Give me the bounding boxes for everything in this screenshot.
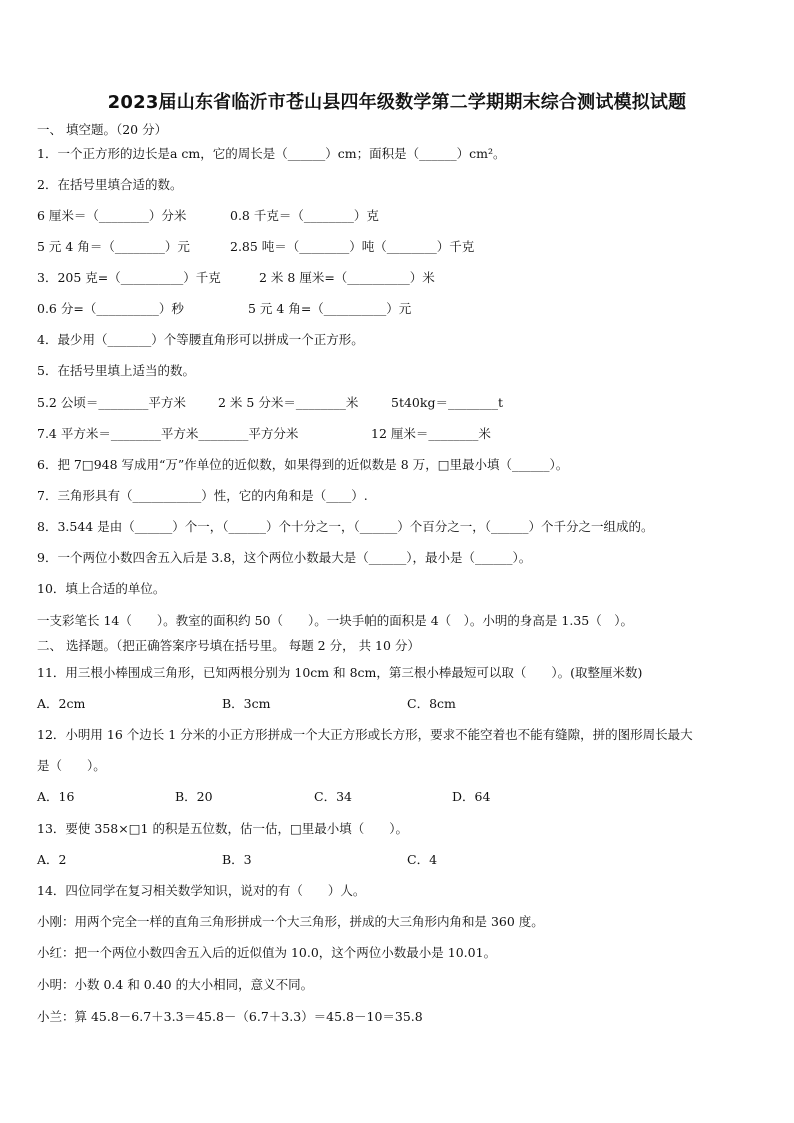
question-3-item-3: 0.6 分=（__________）秒 — [37, 301, 184, 316]
question-3-row-1 — [37, 269, 435, 287]
question-11-options — [37, 695, 456, 713]
question-10-body: 一支彩笔长 14（ ）。教室的面积约 50（ ）。一块手帕的面积是 4（ ）。小明的身高是 1.35（ ）。 — [37, 613, 633, 628]
question-2-item-4: 2.85 吨＝（________）吨（________）千克 — [230, 239, 475, 254]
option-c: C．8cm — [407, 696, 456, 711]
question-14: 14．四位同学在复习相关数学知识，说对的有（ ）人。 — [37, 883, 366, 898]
question-5-item-4: 7.4 平方米＝________平方米________平方分米 — [37, 426, 299, 441]
question-3-row-2 — [37, 300, 412, 318]
option-b: B．20 — [175, 789, 213, 804]
question-13-options — [37, 851, 438, 869]
option-d: D．64 — [452, 789, 491, 804]
question-1: 1．一个正方形的边长是a cm，它的周长是（______）cm；面积是（______）cm²。 — [37, 146, 506, 161]
option-b: B．3cm — [222, 696, 271, 711]
section-heading-fill: 一、 填空题。（20 分） — [37, 122, 168, 137]
option-a: A．2 — [37, 852, 67, 867]
question-2-item-3: 5 元 4 角＝（________）元 — [37, 239, 190, 254]
option-a: A．16 — [37, 789, 75, 804]
question-5: 5．在括号里填上适当的数。 — [37, 363, 195, 378]
question-14-statement-xiaogang: 小刚：用两个完全一样的直角三角形拼成一个大三角形，拼成的大三角形内角和是 360 度。 — [37, 914, 544, 929]
question-8: 8．3.544 是由（______）个一，（______）个十分之一，（______）个百分之一，（______）个千分之一组成的。 — [37, 519, 654, 534]
question-9: 9．一个两位小数四舍五入后是 3.8，这个两位小数最大是（______），最小是（______）。 — [37, 550, 532, 565]
question-12-line-1: 12．小明用 16 个边长 1 分米的小正方形拼成一个大正方形或长方形，要求不能空着也不能有缝隙，拼的图形周长最大 — [37, 727, 693, 742]
question-2-item-2: 0.8 千克＝（________）克 — [230, 208, 379, 223]
question-12-line-2: 是（ ）。 — [37, 758, 106, 773]
question-3-item-2: 2 米 8 厘米=（__________）米 — [259, 270, 435, 285]
question-2-row-2 — [37, 238, 475, 256]
question-5-item-5: 12 厘米＝________米 — [371, 426, 491, 441]
question-5-item-2: 2 米 5 分米＝________米 — [218, 395, 359, 410]
option-c: C．34 — [314, 789, 352, 804]
question-11: 11．用三根小棒围成三角形，已知两根分别为 10cm 和 8cm，第三根小棒最短可以取（ ）。(取整厘米数) — [37, 665, 643, 680]
question-5-item-3: 5t40kg＝________t — [391, 395, 503, 410]
question-5-row-2 — [37, 425, 491, 443]
question-12-options — [37, 788, 491, 806]
question-7: 7．三角形具有（___________）性，它的内角和是（____）. — [37, 488, 368, 503]
question-14-statement-xiaohong: 小红：把一个两位小数四舍五入后的近似值为 10.0，这个两位小数最小是 10.01。 — [37, 945, 497, 960]
section-heading-choice: 二、 选择题。（把正确答案序号填在括号里。 每题 2 分， 共 10 分） — [37, 638, 420, 653]
question-3-item-1: 3．205 克=（__________）千克 — [37, 270, 221, 285]
question-2-row-1 — [37, 207, 379, 225]
question-10: 10．填上合适的单位。 — [37, 581, 166, 596]
question-5-row-1 — [37, 394, 503, 412]
question-13: 13．要使 358×□1 的积是五位数，估一估，□里最小填（ ）。 — [37, 821, 409, 836]
question-6: 6．把 7□948 写成用“万”作单位的近似数，如果得到的近似数是 8 万，□里最小填（______）。 — [37, 457, 569, 472]
page-title: 2023届山东省临沂市苍山县四年级数学第二学期期末综合测试模拟试题 — [107, 92, 687, 113]
question-4: 4．最少用（_______）个等腰直角形可以拼成一个正方形。 — [37, 332, 364, 347]
question-3-item-4: 5 元 4 角=（__________）元 — [248, 301, 412, 316]
question-14-statement-xiaoming: 小明：小数 0.4 和 0.40 的大小相同，意义不同。 — [37, 977, 314, 992]
option-a: A．2cm — [37, 696, 86, 711]
question-5-item-1: 5.2 公顷＝________平方米 — [37, 395, 186, 410]
question-14-statement-xiaolan: 小兰：算 45.8－6.7＋3.3＝45.8－（6.7＋3.3）＝45.8－10＝35.8 — [37, 1009, 423, 1024]
option-b: B．3 — [222, 852, 252, 867]
question-2-item-1: 6 厘米＝（________）分米 — [37, 208, 187, 223]
question-2: 2．在括号里填合适的数。 — [37, 177, 183, 192]
option-c: C．4 — [407, 852, 438, 867]
